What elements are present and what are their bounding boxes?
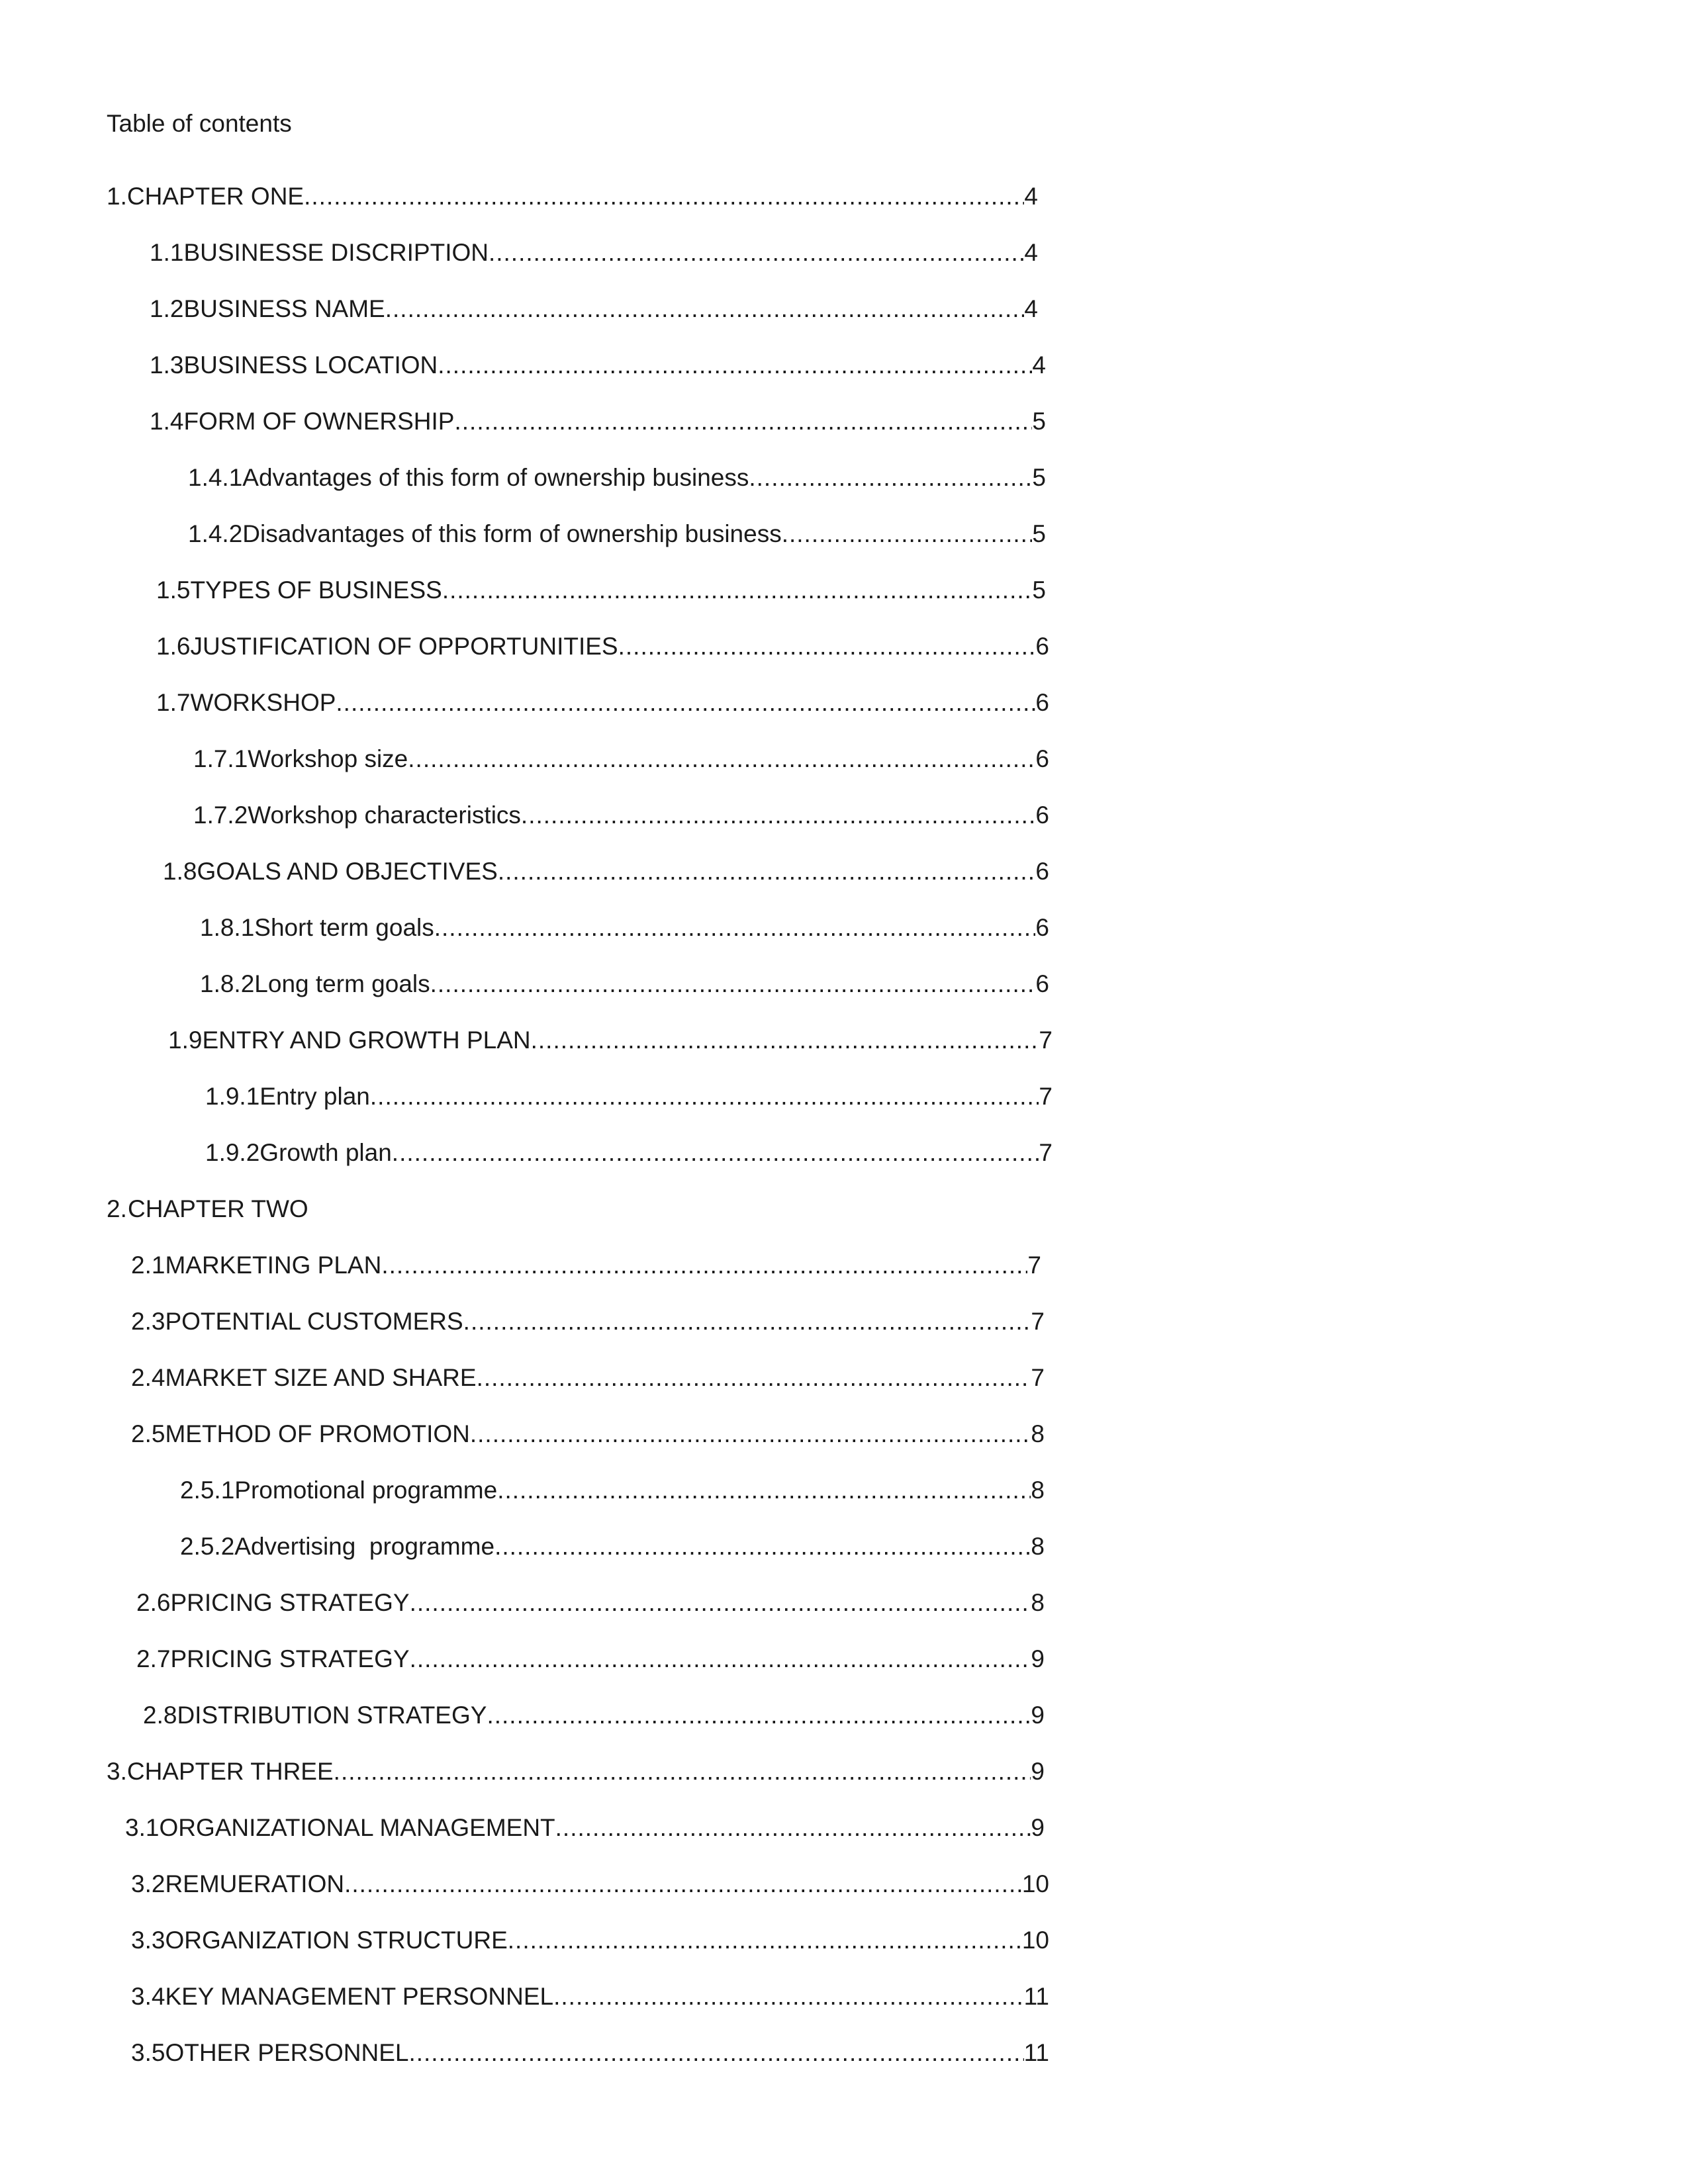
toc-entry-number: 2.1 [131,1251,165,1279]
dot-leader [553,1980,1023,2013]
dot-leader [304,180,1024,213]
toc-entry[interactable] [131,1418,1045,1451]
dot-leader [408,743,1035,776]
toc-entry-title: CHAPTER TWO [128,1195,308,1222]
toc-entry[interactable] [136,1586,1045,1619]
page-title: Table of contents [107,110,292,137]
dot-leader [487,1699,1031,1732]
toc-entry-title: ORGANIZATIONAL MANAGEMENT [159,1814,555,1841]
dot-leader [470,1418,1031,1451]
toc-entry-title: DISTRIBUTION STRATEGY [177,1702,487,1729]
dot-leader [463,1305,1031,1338]
toc-entry-title: BUSINESSE DISCRIPTION [183,239,489,266]
toc-entry-page-number: 7 [1031,1308,1045,1335]
dot-leader [454,405,1032,438]
toc-entry-page-number: 8 [1031,1533,1045,1560]
toc-entry-page-number: 5 [1032,520,1046,547]
toc-entry-number: 1.8 [163,858,197,885]
toc-entry-page-number: 7 [1039,1026,1053,1054]
toc-entry-title: OTHER PERSONNEL [165,2039,409,2066]
toc-entry-page-number: 10 [1021,1927,1049,1954]
toc-entry-page-number: 6 [1035,689,1049,716]
toc-entry[interactable] [131,1249,1041,1282]
toc-entry-page-number: 9 [1031,1814,1045,1841]
toc-entry[interactable] [156,574,1046,607]
toc-entry-title: JUSTIFICATION OF OPPORTUNITIES [190,633,618,660]
toc-entry-title: GOALS AND OBJECTIVES [197,858,498,885]
dot-leader [344,1868,1022,1901]
dot-leader [336,686,1035,719]
toc-entry[interactable] [188,518,1046,551]
toc-entry-title: Entry plan [259,1083,370,1110]
toc-entry-page-number: 9 [1031,1645,1045,1672]
toc-entry[interactable] [131,1868,1049,1901]
dot-leader [442,574,1033,607]
dot-leader [555,1811,1031,1844]
toc-entry-page-number: 6 [1035,633,1049,660]
toc-entry-number: 2.6 [136,1589,171,1616]
toc-entry[interactable] [188,461,1046,494]
dot-leader [410,1586,1031,1619]
toc-entry[interactable] [150,236,1038,269]
toc-entry-number: 3.2 [131,1870,165,1897]
toc-entry-number: 3.4 [131,1983,165,2010]
toc-entry-page-number: 9 [1031,1758,1045,1785]
toc-entry-title: Advantages of this form of ownership business [242,464,749,491]
toc-entry-page-number: 6 [1035,858,1049,885]
toc-entry-page-number: 9 [1031,1702,1045,1729]
toc-entry-title: WORKSHOP [190,689,336,716]
toc-entry-title: Promotional programme [234,1477,498,1504]
toc-entry[interactable] [156,686,1049,719]
toc-entry-number: 2.7 [136,1645,171,1672]
toc-entry-title: Long term goals [254,970,430,997]
toc-entry[interactable] [193,799,1049,832]
toc-entry[interactable] [107,180,1038,213]
dot-leader [410,1643,1031,1676]
toc-entry-title: Disadvantages of this form of ownership business [242,520,782,547]
toc-entry-title: FORM OF OWNERSHIP [183,408,455,435]
toc-entry-page-number: 6 [1035,914,1049,941]
toc-entry-number: 1.6 [156,633,191,660]
toc-entry-title: ENTRY AND GROWTH PLAN [202,1026,531,1054]
toc-entry-page-number: 8 [1031,1589,1045,1616]
toc-entry[interactable] [131,1361,1045,1394]
dot-leader [477,1361,1031,1394]
toc-entry-title: CHAPTER THREE [126,1758,334,1785]
toc-entry-page-number: 10 [1021,1870,1049,1897]
toc-entry-title: Workshop characteristics [248,801,521,829]
toc-entry-page-number: 6 [1035,745,1049,772]
toc-entry-title: BUSINESS NAME [183,295,385,322]
toc-entry-page-number: 4 [1024,183,1038,210]
toc-entry-title: Workshop size [248,745,408,772]
dot-leader [531,1024,1039,1057]
toc-entry-title: Growth plan [259,1139,392,1166]
toc-entry-number: 2.3 [131,1308,165,1335]
dot-leader [489,236,1024,269]
toc-entry-number: 1.7.2 [193,801,248,829]
toc-entry-title: Advertising programme [234,1533,495,1560]
toc-entry-page-number: 6 [1035,970,1049,997]
toc-entry-page-number: 7 [1027,1251,1041,1279]
toc-entry[interactable] [136,1643,1045,1676]
dot-leader [494,1530,1031,1563]
dot-leader [381,1249,1027,1282]
toc-entry-page-number: 7 [1039,1139,1053,1166]
toc-entry[interactable] [168,1024,1053,1057]
toc-entry[interactable] [180,1474,1045,1507]
toc-entry-number: 1.9.1 [205,1083,260,1110]
toc-entry-number: 1.7 [156,689,191,716]
dot-leader [508,1924,1022,1957]
toc-entry-page-number: 5 [1032,464,1046,491]
toc-entry-page-number: 5 [1032,408,1046,435]
dot-leader [370,1080,1039,1113]
toc-entry-title: TYPES OF BUSINESS [190,576,442,604]
toc-entry-title: PRICING STRATEGY [170,1645,410,1672]
dot-leader [782,518,1033,551]
dot-leader [434,911,1036,944]
dot-leader [521,799,1036,832]
toc-entry-title: MARKETING PLAN [165,1251,382,1279]
toc-entry-number: 1.5 [156,576,191,604]
toc-entry[interactable] [193,743,1049,776]
dot-leader [438,349,1032,382]
toc-entry-number: 2.8 [143,1702,177,1729]
toc-entry-number: 1.1 [150,239,184,266]
toc-entry-title: METHOD OF PROMOTION [165,1420,470,1447]
dot-leader [408,2036,1023,2070]
toc-entry-number: 2.5 [131,1420,165,1447]
toc-entry[interactable] [200,911,1049,944]
toc-entry-number: 1.4.2 [188,520,243,547]
toc-entry-page-number: 8 [1031,1420,1045,1447]
dot-leader [385,293,1025,326]
dot-leader [392,1136,1039,1169]
toc-entry[interactable] [131,1980,1049,2013]
toc-entry[interactable] [150,349,1046,382]
toc-entry-title: REMUERATION [165,1870,345,1897]
toc-entry-number: 1.8.2 [200,970,255,997]
toc-entry[interactable] [156,630,1049,663]
toc-entry-page-number: 11 [1023,1983,1049,2010]
dot-leader [618,630,1036,663]
toc-entry-page-number: 6 [1035,801,1049,829]
toc-entry[interactable] [131,1924,1049,1957]
toc-entry-number: 2.5.1 [180,1477,235,1504]
toc-entry[interactable] [107,1193,308,1226]
toc-entry-page-number: 4 [1024,239,1038,266]
toc-entry[interactable] [150,405,1046,438]
toc-entry-number: 1.9 [168,1026,203,1054]
dot-leader [497,1474,1031,1507]
toc-entry-title: KEY MANAGEMENT PERSONNEL [165,1983,554,2010]
toc-entry[interactable] [163,855,1049,888]
toc-entry[interactable] [205,1080,1053,1113]
toc-entry[interactable] [205,1136,1053,1169]
toc-entry-number: 1.4 [150,408,184,435]
toc-entry[interactable] [150,293,1038,326]
toc-entry[interactable] [143,1699,1045,1732]
toc-entry-page-number: 7 [1039,1083,1053,1110]
toc-entry[interactable] [131,2036,1049,2070]
toc-entry-title: CHAPTER ONE [126,183,305,210]
toc-entry-page-number: 5 [1032,576,1046,604]
toc-entry-page-number: 7 [1031,1364,1045,1391]
toc-entry[interactable] [131,1305,1045,1338]
toc-entry-number: 1. [107,183,127,210]
toc-entry-number: 3.5 [131,2039,165,2066]
toc-entry-page-number: 8 [1031,1477,1045,1504]
toc-entry[interactable] [125,1811,1045,1844]
toc-entry-page-number: 4 [1032,351,1046,379]
toc-entry-number: 1.9.2 [205,1139,260,1166]
toc-entry-number: 3.1 [125,1814,160,1841]
toc-entry-title: Short term goals [254,914,434,941]
toc-entry-number: 3.3 [131,1927,165,1954]
toc-entry-number: 1.3 [150,351,184,379]
toc-entry-title: POTENTIAL CUSTOMERS [165,1308,463,1335]
dot-leader [498,855,1036,888]
toc-entry-title: ORGANIZATION STRUCTURE [165,1927,508,1954]
toc-entry[interactable] [107,1755,1045,1788]
toc-entry-number: 1.4.1 [188,464,243,491]
dot-leader [430,968,1036,1001]
toc-entry-title: BUSINESS LOCATION [183,351,438,379]
toc-entry[interactable] [200,968,1049,1001]
dot-leader [334,1755,1031,1788]
toc-entry-number: 1.8.1 [200,914,255,941]
toc-entry-number: 2.4 [131,1364,165,1391]
toc-entry-number: 2.5.2 [180,1533,235,1560]
toc-entry-title: PRICING STRATEGY [170,1589,410,1616]
toc-entry[interactable] [180,1530,1045,1563]
toc-entry-page-number: 4 [1024,295,1038,322]
toc-entry-number: 2. [107,1195,127,1222]
toc-entry-number: 1.2 [150,295,184,322]
toc-entry-number: 1.7.1 [193,745,248,772]
toc-entry-number: 3. [107,1758,127,1785]
toc-entry-title: MARKET SIZE AND SHARE [165,1364,477,1391]
toc-entry-page-number: 11 [1023,2039,1049,2066]
dot-leader [749,461,1032,494]
